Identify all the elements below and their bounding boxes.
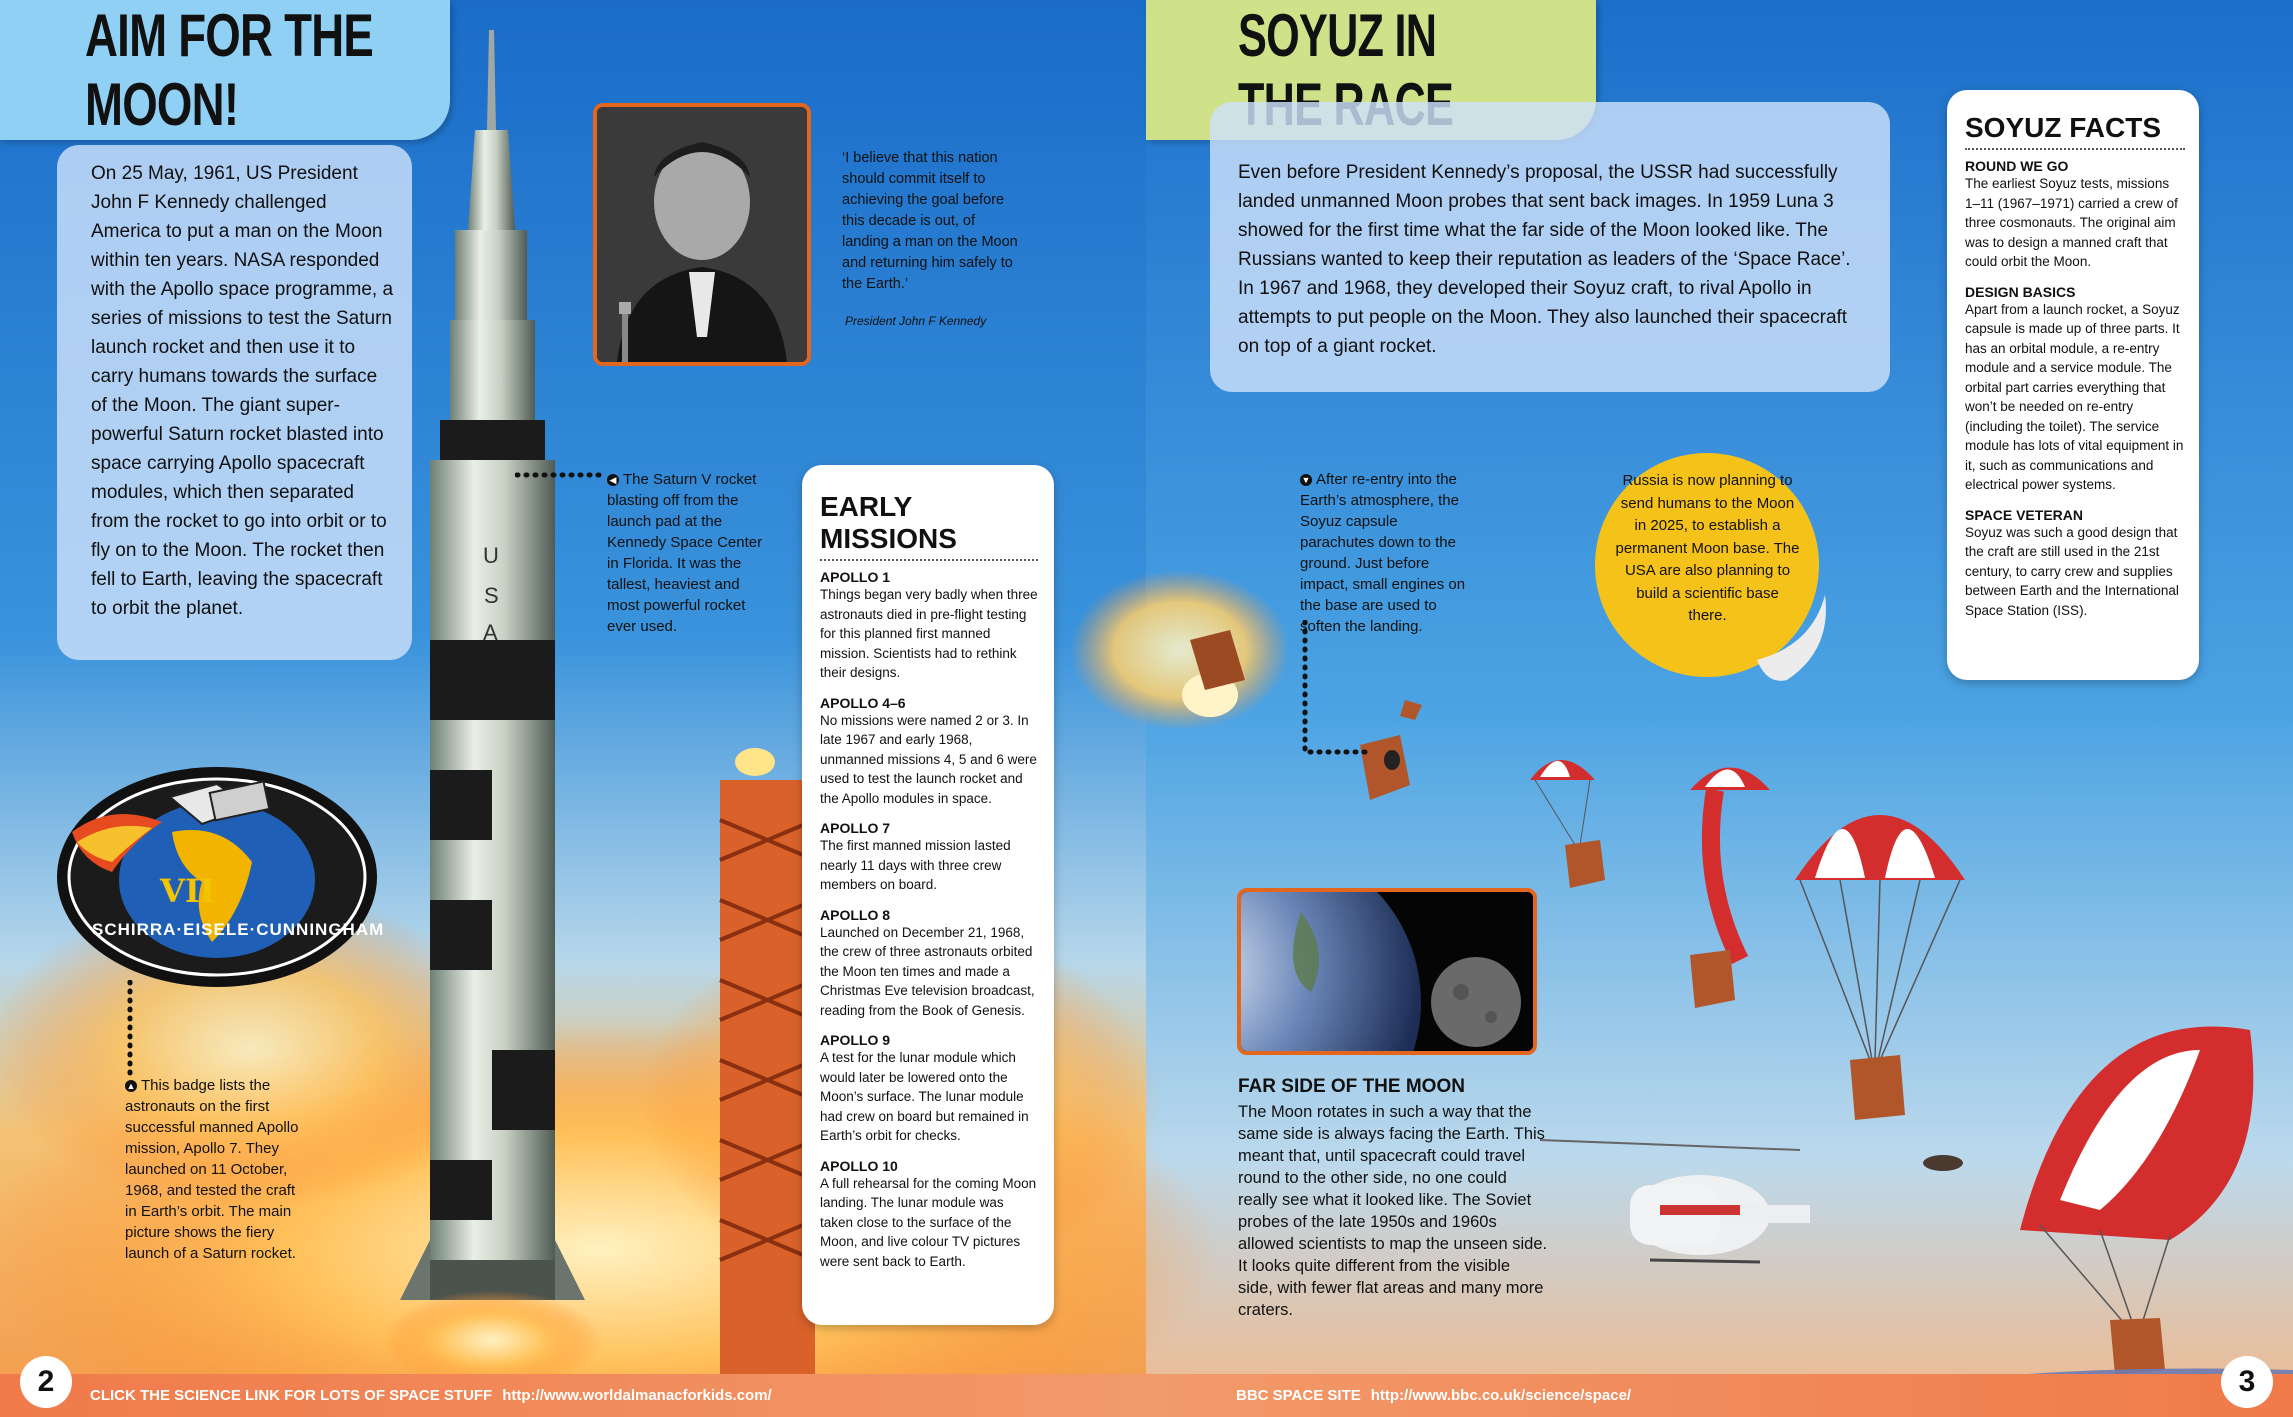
right-headline: SOYUZ IN — [1238, 2, 1437, 69]
moon-base-sticker — [1587, 445, 1847, 705]
far-side-title: FAR SIDE OF THE MOON — [1238, 1076, 1465, 1097]
left-intro-panel — [57, 145, 412, 660]
badge-caption-leader — [125, 980, 135, 1080]
fact-text: The earliest Soyuz tests, missions 1–11 (1967–1971) carried a crew of three cosmonauts. The original aim was to design a manned craft that could orbit the Moon. — [1965, 176, 2178, 269]
fact-heading: DESIGN BASICS — [1965, 283, 2076, 300]
left-intro-text: On 25 May, 1961, US President John F Kennedy challenged America to put a man on the Moon within ten years. NASA responded with the Apollo space programme, a series of missions to test the Saturn launch rocket and then use it to carry humans towards the surface of the Moon. The giant super-powerful Saturn rocket blasted into space carrying Apollo spacecraft modules, which then separated from the rocket to go into orbit or to fly on to the Moon. The rocket then fell to Earth, leaving the spacecraft to orbit the planet. — [91, 163, 394, 619]
apollo-7-badge — [52, 762, 385, 992]
fact-heading: SPACE VETERAN — [1965, 506, 2083, 523]
mission-heading: APOLLO 7 — [820, 820, 891, 836]
earth-and-moon-image — [1241, 892, 1533, 1051]
rocket-letter-u: U — [483, 543, 499, 568]
right-footer-link[interactable]: http://www.bbc.co.uk/science/space/ — [1370, 1387, 1632, 1404]
right-intro-text: Even before President Kennedy’s proposal, the USSR had successfully landed unmanned Moon probes that sent back images. In 1959 Luna 3 showed for the first time what the far side of the Moon looked like. The Russians wanted to keep their reputation as leaders of the ‘Space Race’. In 1967 and 1968, they developed their Soyuz craft, to rival Apollo in attempts to put people on the Moon. They also launched their spacecraft on top of a giant rocket. — [1238, 162, 1851, 357]
fact-text: Soyuz was such a good design that the craft are still used in the 21st century, to carry crew and supplies between Earth and the International Space Station (ISS). — [1965, 524, 2179, 618]
mission-text: The first manned mission lasted nearly 11 days with three crew members on board. — [820, 838, 1011, 892]
kennedy-portrait — [597, 107, 807, 362]
reentry-caption-text: After re-entry into the Earth’s atmosphere, the Soyuz capsule parachutes down to the ground. Just before impact, small engines on the base are used to soften the landing. — [1300, 471, 1466, 635]
badge-caption-text: This badge lists the astronauts on the first successful manned Apollo mission, Apollo 7. They launched on 11 October, 1968, and tested the craft in Earth’s orbit. The main picture shows the fiery launch of a Saturn rocket. — [125, 1077, 299, 1262]
reentry-caption — [1300, 469, 1470, 637]
kennedy-quote: ‘I believe that this nation should commit itself to achieving the goal before this decade is out, of landing a man on the Moon and returning him safely to the Earth.’ — [842, 150, 1018, 292]
caption-pointer-icon: ▼ — [1301, 475, 1311, 485]
mission-text: Things began very badly when three astronauts died in pre-flight testing for this planned first manned mission. Scientists had to rethink their designs. — [820, 587, 1038, 680]
mission-heading: APOLLO 1 — [820, 569, 891, 585]
right-footer-bar — [1146, 1374, 2293, 1417]
left-footer-link[interactable]: http://www.worldalmanacforkids.com/ — [502, 1387, 772, 1404]
quote-attribution: President John F Kennedy — [845, 314, 987, 328]
left-headline: AIM FOR THE MOON! — [85, 2, 374, 138]
soyuz-facts-list — [1965, 158, 2185, 620]
far-side-photo — [1237, 888, 1537, 1055]
mission-heading: APOLLO 4–6 — [820, 694, 906, 711]
mission-heading: APOLLO 8 — [820, 906, 891, 923]
right-footer-label: BBC SPACE SITE — [1236, 1387, 1361, 1404]
early-missions-title: EARLY MISSIONS — [820, 491, 957, 554]
soyuz-facts-title: SOYUZ FACTS — [1965, 112, 2162, 143]
soyuz-facts-divider — [1965, 148, 2185, 150]
early-missions-divider — [820, 559, 1038, 561]
rocket-caption — [607, 469, 767, 637]
left-footer-label: CLICK THE SCIENCE LINK FOR LOTS OF SPACE STUFF — [90, 1387, 493, 1404]
mission-heading: APOLLO 9 — [820, 1032, 891, 1048]
rocket-caption-text: The Saturn V rocket blasting off from the launch pad at the Kennedy Space Center in Florida. It was the tallest, heaviest and most powerful rocket ever used. — [607, 471, 763, 635]
soyuz-facts-box — [1947, 90, 2199, 680]
badge-caption — [125, 1075, 300, 1264]
rocket-letter-a: A — [483, 620, 498, 645]
sticker-text: Russia is now planning to send humans to the Moon in 2025, to establish a permanent Moon base. The USA are also planning to build a scientific base there. — [1615, 472, 1800, 624]
heat-shield — [1923, 1155, 1963, 1171]
right-intro-panel — [1210, 102, 1890, 392]
rocket-letter-s: S — [484, 583, 499, 608]
page-number-right: 3 — [2221, 1356, 2273, 1408]
mission-text: Launched on December 21, 1968, the crew of three astronauts orbited the Moon ten times and made a Christmas Eve television broadcast, reading from the Book of Genesis. — [820, 924, 1035, 1018]
mission-text: A test for the lunar module which would later be lowered onto the Moon’s surface. The lunar module had crew on board but remained in Earth’s orbit for checks. — [820, 1050, 1029, 1143]
left-footer-bar — [0, 1374, 1146, 1417]
reentry-caption-leader — [1300, 620, 1370, 760]
mission-heading: APOLLO 10 — [820, 1157, 898, 1174]
fact-heading: ROUND WE GO — [1965, 158, 2069, 174]
mission-text: No missions were named 2 or 3. In late 1967 and early 1968, unmanned missions 4, 5 and 6 were used to test the launch rocket and the Apollo modules in space. — [820, 712, 1037, 806]
caption-pointer-icon: ▲ — [126, 1081, 136, 1091]
early-missions-list — [820, 569, 1038, 1271]
page-number-left: 2 — [20, 1356, 72, 1408]
mission-text: A full rehearsal for the coming Moon landing. The lunar module was taken close to the surface of the Moon, and live colour TV pictures were sent back to Earth. — [820, 1175, 1037, 1269]
rocket-caption-leader — [515, 470, 605, 480]
fact-text: Apart from a launch rocket, a Soyuz capsule is made up of three parts. It has an orbital module, a re-entry module and a service module. The orbital part carries everything that won’t be needed on re-entry (including the toilet). The service module has lots of vital equipment in it, such as communications and electrical power systems. — [1965, 301, 2184, 492]
caption-pointer-icon: ◀ — [607, 474, 619, 486]
badge-numeral: VII — [160, 872, 215, 910]
early-missions-box — [802, 465, 1054, 1325]
badge-crew-names: SCHIRRA·EISELE·CUNNINGHAM — [92, 920, 385, 939]
launch-tower — [720, 748, 815, 1380]
far-side-text: The Moon rotates in such a way that the same side is always facing the Earth. This meant that, until spacecraft could travel round to the other side, no one could really see what it looked like. The Soviet probes of the late 1950s and 1960s allowed scientists to map the unseen side. It looks quite different from the visible side, with fewer flat areas and many more craters. — [1238, 1103, 1548, 1319]
kennedy-photo — [593, 103, 811, 366]
